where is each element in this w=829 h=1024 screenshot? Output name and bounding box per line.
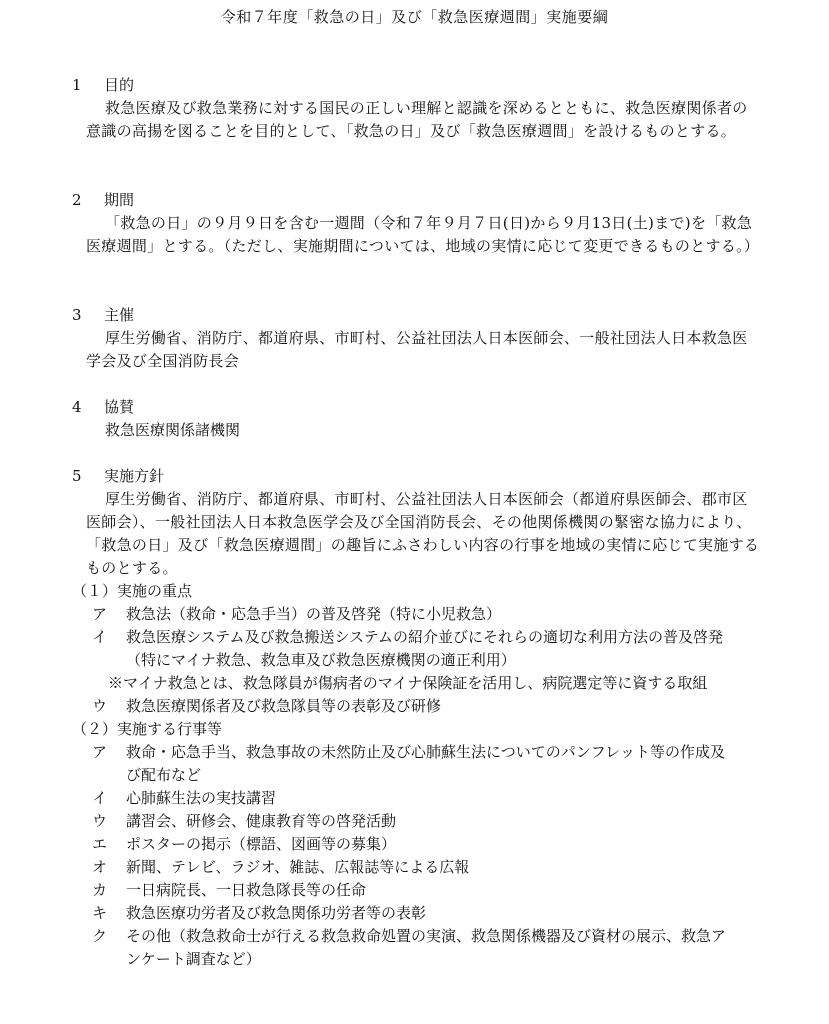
item-mark: エ xyxy=(92,835,108,853)
item-text: 救急医療システム及び救急搬送システムの紹介並びにそれらの適切な利用方法の普及啓発（特にマイナ救急、救急車及び救急医療機関の適正利用） xyxy=(126,628,724,669)
list-item xyxy=(68,741,738,787)
section-purpose xyxy=(72,74,772,143)
subsection-block xyxy=(68,580,768,971)
subsection-heading-events: （２）実施する行事等 xyxy=(72,720,223,738)
section-heading xyxy=(72,465,772,488)
section-number: 3 xyxy=(72,306,82,324)
section-number: 2 xyxy=(72,191,82,209)
section-heading xyxy=(72,189,772,212)
item-mark: イ xyxy=(92,628,108,646)
list-item xyxy=(68,833,738,856)
item-mark: イ xyxy=(92,789,108,807)
item-text: ポスターの掲示（標語、図画等の募集） xyxy=(126,835,397,853)
item-mark: オ xyxy=(92,858,108,876)
section-body: 厚生労働省、消防庁、都道府県、市町村、公益社団法人日本医師会（都道府県医師会、郡市区医師会）、一般社団法人日本救急医学会及び全国消防長会、その他関係機関の緊密な協力により、「救急の日」及び「救急医療週間」の趣旨にふさわしい内容の行事を地域の実情に応じて実施するものとする。 xyxy=(86,490,760,577)
section-body: 救急医療及び救急業務に対する国民の正しい理解と認識を深めるとともに、救急医療関係者の意識の高揚を図ることを目的として、「救急の日」及び「救急医療週間」を設けるものとする。 xyxy=(86,99,748,140)
item-text: 救急医療関係者及び救急隊員等の表彰及び研修 xyxy=(126,697,442,715)
item-mark: ウ xyxy=(92,812,108,830)
list-item xyxy=(68,925,738,971)
list-item xyxy=(68,626,738,672)
item-text: 新聞、テレビ、ラジオ、雑誌、広報誌等による広報 xyxy=(126,858,470,876)
item-text: 救急医療功労者及び救急関係功労者等の表彰 xyxy=(126,904,427,922)
section-number: 4 xyxy=(72,398,82,416)
section-title: 協賛 xyxy=(104,398,135,416)
item-mark: キ xyxy=(92,904,108,922)
section-number: 1 xyxy=(72,76,82,94)
item-mark: ア xyxy=(92,743,108,761)
item-text: その他（救急救命士が行える救急救命処置の実演、救急関係機器及び資材の展示、救急アンケート調査など） xyxy=(126,927,727,968)
section-body: 「救急の日」の９月９日を含む一週間（令和７年９月７日(日)から９月13日(土)まで)を「救急医療週間」とする。（ただし、実施期間については、地域の実情に応じて変更できるものとする。） xyxy=(86,214,760,255)
section-heading xyxy=(72,396,772,419)
item-text: 救急法（救命・応急手当）の普及啓発（特に小児救急） xyxy=(126,605,502,623)
item-mark: カ xyxy=(92,881,108,899)
section-number: 5 xyxy=(72,467,82,485)
section-policy xyxy=(72,465,772,580)
item-mark: ク xyxy=(92,927,108,945)
item-text: 心肺蘇生法の実技講習 xyxy=(126,789,277,807)
item-text: 救命・応急手当、救急事故の未然防止及び心肺蘇生法についてのパンフレット等の作成及び配布など xyxy=(126,743,725,784)
list-item xyxy=(68,695,738,718)
item-text: 一日病院長、一日救急隊長等の任命 xyxy=(126,881,367,899)
document-title: 令和７年度「救急の日」及び「救急医療週間」実施要綱 xyxy=(220,8,609,26)
item-note: ※マイナ救急とは、救急隊員が傷病者のマイナ保険証を活用し、病院選定等に資する取組 xyxy=(108,674,708,692)
item-text: 講習会、研修会、健康教育等の啓発活動 xyxy=(126,812,397,830)
list-item xyxy=(68,810,738,833)
section-title: 実施方針 xyxy=(104,467,165,485)
section-title: 期間 xyxy=(104,191,135,209)
subsection-heading-priorities: （１）実施の重点 xyxy=(72,582,193,600)
item-mark: ア xyxy=(92,605,108,623)
section-heading xyxy=(72,74,772,97)
section-organizer xyxy=(72,304,772,373)
section-heading xyxy=(72,304,772,327)
section-title: 主催 xyxy=(104,306,135,324)
list-item xyxy=(68,856,738,879)
section-body: 厚生労働省、消防庁、都道府県、市町村、公益社団法人日本医師会、一般社団法人日本救急医学会及び全国消防長会 xyxy=(86,329,748,370)
list-item xyxy=(68,879,738,902)
section-body: 救急医療関係諸機関 xyxy=(105,421,241,439)
item-mark: ウ xyxy=(92,697,108,715)
section-title: 目的 xyxy=(104,76,135,94)
list-item xyxy=(68,787,738,810)
section-period xyxy=(72,189,772,258)
section-sponsor xyxy=(72,396,772,442)
list-item xyxy=(68,902,738,925)
list-item xyxy=(68,603,738,626)
